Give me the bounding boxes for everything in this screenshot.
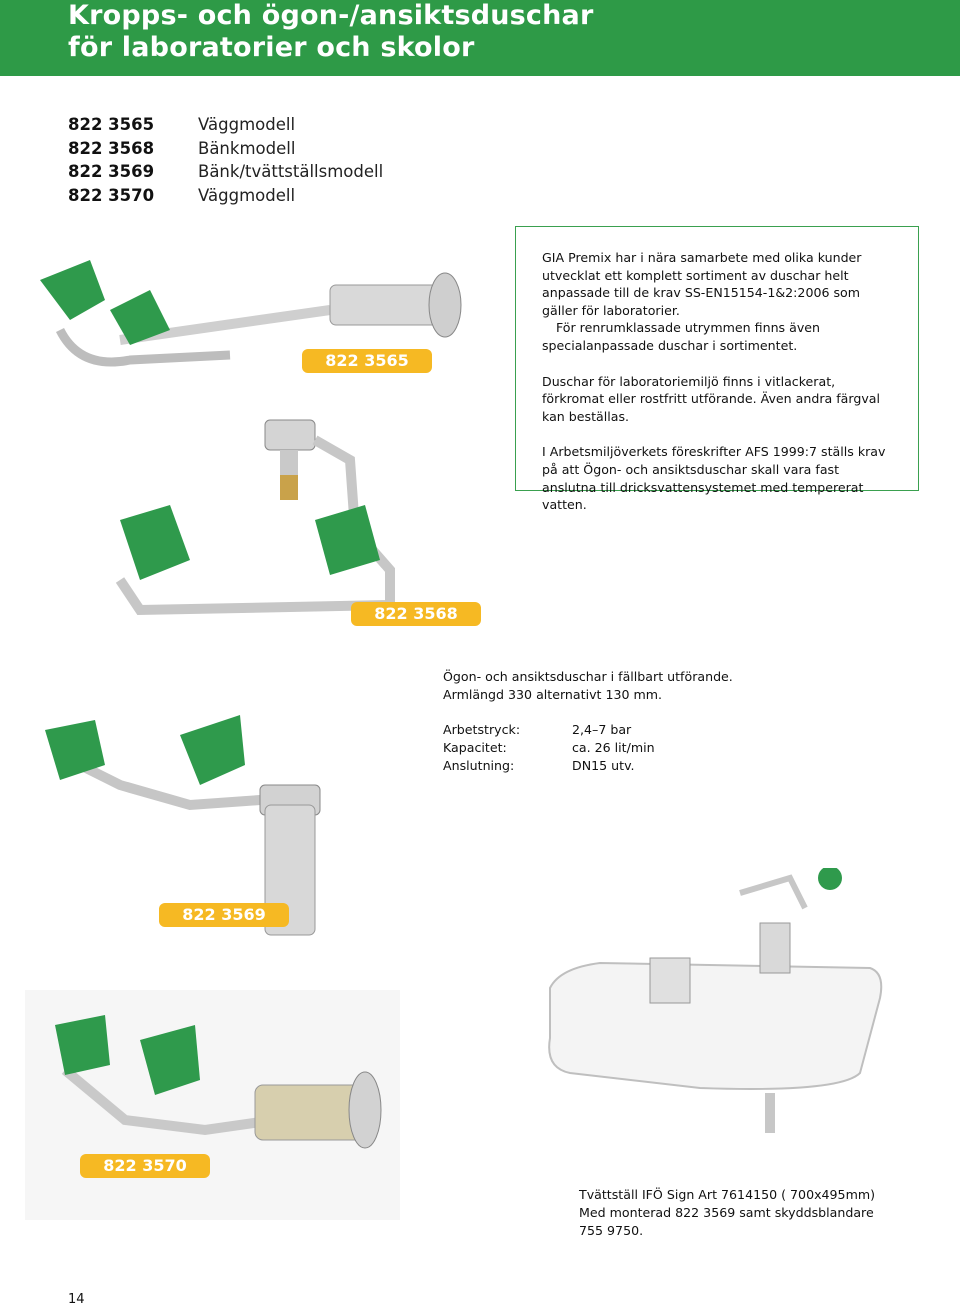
spec-label: Anslutning: bbox=[443, 757, 515, 773]
info-paragraph: I Arbetsmiljöverkets föreskrifter AFS 1999:7 ställs krav på att Ögon- och ansiktsduschar skall vara fast anslutna till dricksvattensystemet med tempererat vatten. bbox=[542, 444, 886, 513]
product-list bbox=[68, 113, 383, 207]
info-paragraph bbox=[542, 249, 892, 355]
product-row bbox=[68, 160, 383, 184]
page-number: 14 bbox=[68, 1292, 85, 1307]
product-row bbox=[68, 113, 383, 137]
sink-caption: Tvättställ IFÖ Sign Art 7614150 ( 700x495mm) Med monterad 822 3569 samt skyddsblandare 755 9750. bbox=[579, 1187, 876, 1238]
spec-row bbox=[443, 757, 655, 775]
product-description: Ögon- och ansiktsduschar i fällbart utförande. Armlängd 330 alternativt 130 mm. bbox=[443, 669, 733, 702]
product-tag: 822 3568 bbox=[351, 602, 481, 626]
wall-shower-photo-2 bbox=[25, 990, 400, 1220]
spec-value: DN15 utv. bbox=[572, 757, 635, 773]
spec-table bbox=[443, 721, 655, 774]
product-tag: 822 3569 bbox=[159, 903, 289, 927]
title-line-1: Kropps- och ögon-/ansiktsduschar bbox=[68, 0, 594, 31]
product-row bbox=[68, 137, 383, 161]
page-header bbox=[0, 0, 960, 76]
page-title bbox=[68, 0, 594, 64]
spec-value: ca. 26 lit/min bbox=[572, 739, 655, 755]
spec-value: 2,4–7 bar bbox=[572, 722, 632, 737]
spec-label: Kapacitet: bbox=[443, 739, 507, 755]
product-tag: 822 3565 bbox=[302, 349, 432, 373]
spec-label: Arbetstryck: bbox=[443, 722, 521, 737]
sink-photo bbox=[540, 868, 900, 1138]
product-name: Bänk/tvättställsmodell bbox=[198, 162, 384, 182]
info-paragraph: Duschar för laboratoriemiljö finns i vitlackerat, förkromat eller rostfritt utförande. Även andra färgval kan beställas. bbox=[542, 373, 881, 424]
product-name: Väggmodell bbox=[198, 185, 296, 205]
info-text: För renrumklassade utrymmen finns även specialanpassade duschar i sortimentet. bbox=[542, 320, 821, 353]
info-text: GIA Premix har i nära samarbete med olika kunder utvecklat ett komplett sortiment av duschar helt anpassade till de krav SS-EN15154-1&2:2006 som gäller för laboratorier. bbox=[542, 250, 862, 318]
product-number: 822 3569 bbox=[68, 162, 155, 182]
product-number: 822 3568 bbox=[68, 138, 155, 158]
spec-row bbox=[443, 721, 655, 739]
bench-shower-photo bbox=[100, 410, 420, 630]
product-row bbox=[68, 184, 383, 208]
title-line-2: för laboratorier och skolor bbox=[68, 32, 475, 63]
product-name: Väggmodell bbox=[198, 115, 296, 135]
product-number: 822 3570 bbox=[68, 185, 155, 205]
spec-row bbox=[443, 739, 655, 757]
product-tag: 822 3570 bbox=[80, 1154, 210, 1178]
info-box bbox=[515, 226, 919, 513]
product-name: Bänkmodell bbox=[198, 138, 296, 158]
product-number: 822 3565 bbox=[68, 115, 155, 135]
